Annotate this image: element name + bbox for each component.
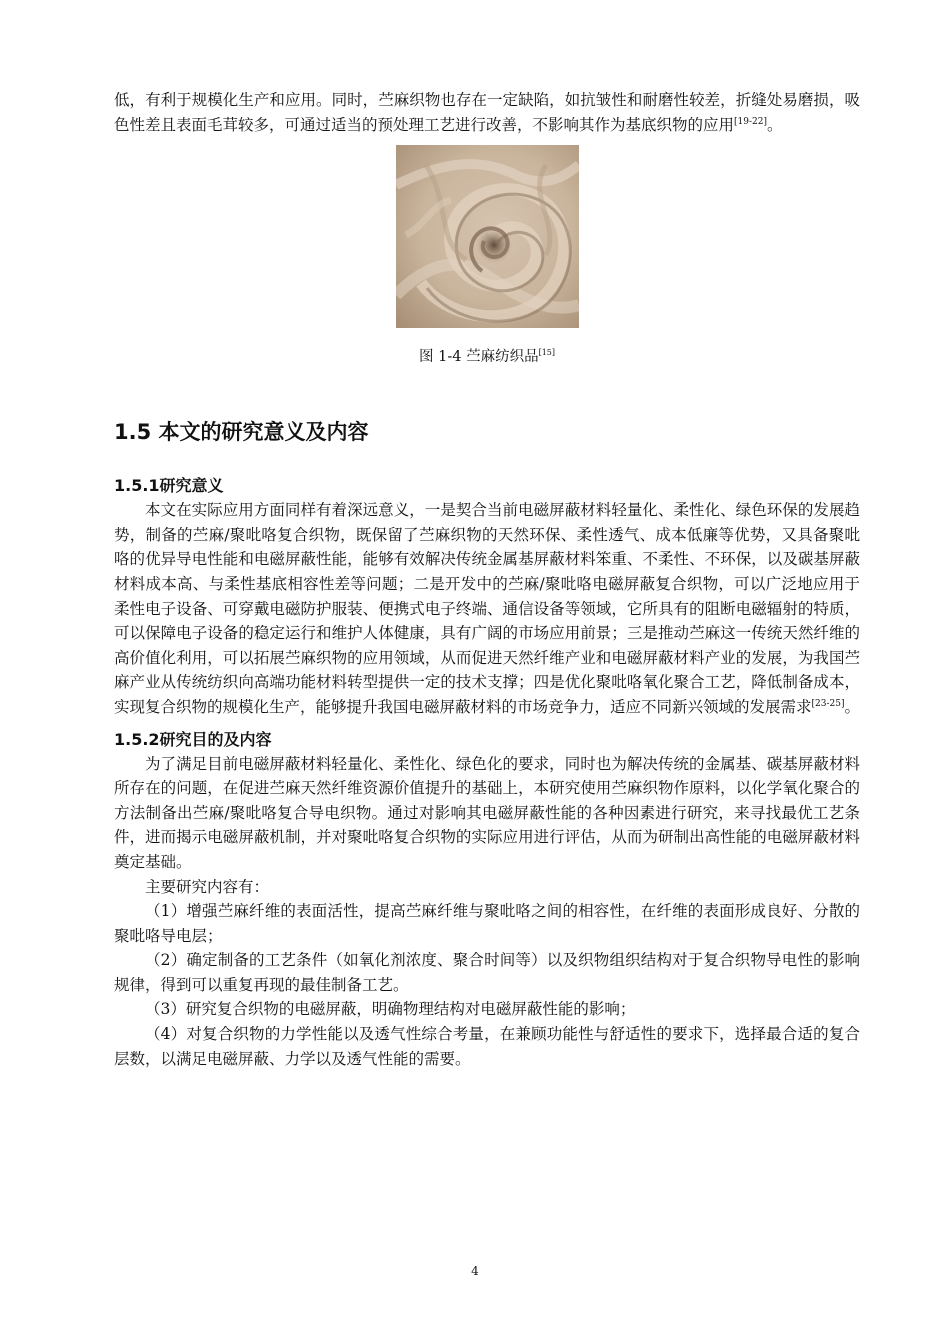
section-title: 1.5 本文的研究意义及内容 (114, 420, 369, 445)
document-page (114, 88, 860, 1071)
subsection-title-research-purpose: 1.5.2研究目的及内容 (114, 729, 272, 749)
caption-citation: [15] (538, 348, 555, 358)
subsection-title-research-significance: 1.5.1研究意义 (114, 476, 224, 496)
research-content-lead: 主要研究内容有： (145, 877, 270, 896)
figure-ramie-textile (114, 145, 860, 368)
list-item: （1）增强苎麻纤维的表面活性，提高苎麻纤维与聚吡咯之间的相容性，在纤维的表面形成良好、分散的聚吡咯导电层； (114, 902, 860, 945)
list-item: （3）研究复合织物的电磁屏蔽，明确物理结构对电磁屏蔽性能的影响； (145, 1000, 636, 1019)
figure-caption: 图 1-4 苎麻纺织品[15] (419, 348, 555, 366)
citation: [19-22] (734, 116, 767, 127)
citation: [23-25] (811, 698, 845, 709)
list-item: （4）对复合织物的力学性能以及透气性综合考量，在兼顾功能性与舒适性的要求下，选择最合适的复合层数，以满足电磁屏蔽、力学以及透气性能的需要。 (114, 1025, 860, 1068)
research-purpose-paragraph: 为了满足目前电磁屏蔽材料轻量化、柔性化、绿色化的要求，同时也为解决传统的金属基、碳基屏蔽材料所存在的问题，在促进苎麻天然纤维资源价值提升的基础上，本研究使用苎麻织物作原料，以化学氧化聚合的方法制备出苎麻/聚吡咯复合导电织物。通过对影响其电磁屏蔽性能的各种因素进行研究，来寻找最优工艺条件，进而揭示电磁屏蔽机制，并对聚吡咯复合织物的实际应用进行评估，从而为研制出高性能的电磁屏蔽材料奠定基础。 (114, 754, 860, 871)
list-item: （2）确定制备的工艺条件（如氧化剂浓度、聚合时间等）以及织物组织结构对于复合织物导电性的影响规律，得到可以重复再现的最佳制备工艺。 (114, 951, 860, 994)
research-significance-paragraph: 本文在实际应用方面同样有着深远意义，一是契合当前电磁屏蔽材料轻量化、柔性化、绿色环保的发展趋势，制备的苎麻/聚吡咯复合织物，既保留了苎麻织物的天然环保、柔性透气、成本低廉等优势，又具备聚吡咯的优异导电性能和电磁屏蔽性能，能够有效解决传统金属基屏蔽材料笨重、不柔性、不环保，以及碳基屏蔽材料成本高、与柔性基底相容性差等问题；二是开发中的苎麻/聚吡咯电磁屏蔽复合织物，可以广泛地应用于柔性电子设备、可穿戴电磁防护服装、便携式电子终端、通信设备等领域，它所具有的阻断电磁辐射的特质，可以保障电子设备的稳定运行和维护人体健康，具有广阔的市场应用前景；三是推动苎麻这一传统天然纤维的高价值化利用，可以拓展苎麻织物的应用领域，从而促进天然纤维产业和电磁屏蔽材料产业的发展，为我国苎麻产业从传统纺织向高端功能材料转型提供一定的技术支撑；四是优化聚吡咯氧化聚合工艺，降低制备成本，实现复合织物的规模化生产，能够提升我国电磁屏蔽材料的市场竞争力，适应不同新兴领域的发展需求[23-25]。 (114, 501, 860, 716)
page-number: 4 (471, 1264, 479, 1278)
top-paragraph: 低，有利于规模化生产和应用。同时，苎麻织物也存在一定缺陷，如抗皱性和耐磨性较差，折缝处易磨损，吸色性差且表面毛茸较多，可通过适当的预处理工艺进行改善，不影响其作为基底织物的应用[19-22]。 (114, 91, 860, 134)
swirled-ramie-fabric-photo (396, 145, 579, 328)
